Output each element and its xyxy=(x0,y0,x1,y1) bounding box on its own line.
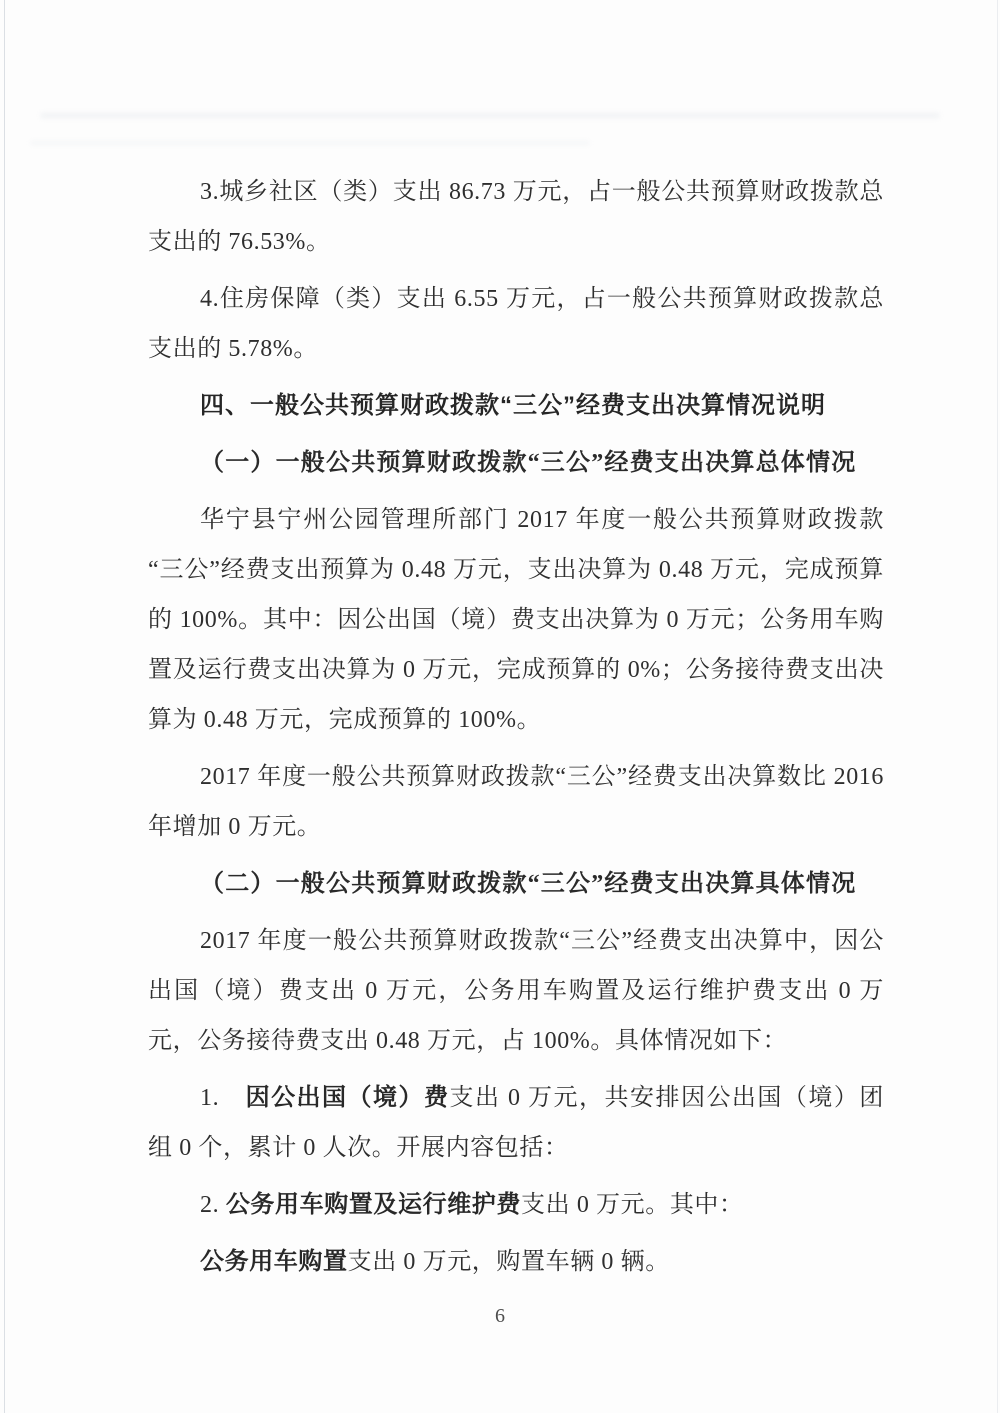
paragraph-overall-three-public-budget xyxy=(148,495,884,745)
paragraph-text: 2. xyxy=(200,1192,226,1218)
paragraph-text: 2017 年度一般公共预算财政拨款“三公”经费支出决算中，因公出国（境）费支出 0 万元，公务用车购置及运行维护费支出 0 万元，公务接待费支出 0.48 万元，占 100%。具体情况如下： xyxy=(148,928,884,1054)
subsection-heading-one-overall-situation xyxy=(148,438,884,488)
heading-text: 四、一般公共预算财政拨款“三公”经费支出决算情况说明 xyxy=(200,392,826,419)
scan-bleedthrough-artifact xyxy=(30,140,590,146)
paragraph-urban-rural-community-expenditure xyxy=(148,167,884,267)
heading-text: （一）一般公共预算财政拨款“三公”经费支出决算总体情况 xyxy=(200,450,857,476)
paragraph-text: 2017 年度一般公共预算财政拨款“三公”经费支出决算数比 2016 年增加 0 万元。 xyxy=(148,764,884,840)
paragraph-text: 1. xyxy=(200,1085,246,1111)
section-heading-four-three-public-funds xyxy=(148,381,884,431)
paragraph-item2-official-vehicles xyxy=(148,1180,884,1230)
bold-term-overseas-trip-fee: 因公出国（境）费 xyxy=(245,1084,450,1111)
paragraph-text: 支出 0 万元。其中： xyxy=(521,1192,744,1218)
paragraph-vehicle-purchase-detail xyxy=(148,1237,884,1287)
page-number: 6 xyxy=(495,1305,505,1327)
paragraph-specific-breakdown-intro xyxy=(148,916,884,1066)
subsection-heading-two-specific-situation xyxy=(148,859,884,909)
paragraph-text: 支出 0 万元，共安排因公出国（境）团组 0 个，累计 0 人次。开展内容包括： xyxy=(148,1085,884,1161)
bold-term-vehicle-purchase-maintenance-fee: 公务用车购置及运行维护费 xyxy=(225,1191,522,1218)
bold-term-vehicle-purchase: 公务用车购置 xyxy=(200,1248,348,1275)
paragraph-comparison-2016 xyxy=(148,752,884,852)
paragraph-text: 华宁县宁州公园管理所部门 2017 年度一般公共预算财政拨款“三公”经费支出预算为 0.48 万元，支出决算为 0.48 万元，完成预算的 100%。其中：因公出国（境）费支出决算为 0 万元；公务用车购置及运行费支出决算为 0 万元，完成预算的 0%；公务接待费支出决算为 0.48 万元，完成预算的 100%。 xyxy=(148,507,884,733)
heading-text: （二）一般公共预算财政拨款“三公”经费支出决算具体情况 xyxy=(200,871,857,897)
scan-edge-artifact-right xyxy=(997,0,998,1413)
paragraph-housing-security-expenditure xyxy=(148,274,884,374)
paragraph-text: 4.住房保障（类）支出 6.55 万元，占一般公共预算财政拨款总支出的 5.78%。 xyxy=(148,286,884,362)
scan-edge-artifact-left xyxy=(4,0,5,1413)
scan-bleedthrough-artifact xyxy=(40,112,940,119)
paragraph-text: 支出 0 万元，购置车辆 0 辆。 xyxy=(347,1249,670,1275)
paragraph-item1-overseas-trips xyxy=(148,1073,884,1173)
document-content xyxy=(148,167,884,1294)
paragraph-text: 3.城乡社区（类）支出 86.73 万元，占一般公共预算财政拨款总支出的 76.53%。 xyxy=(148,179,884,255)
